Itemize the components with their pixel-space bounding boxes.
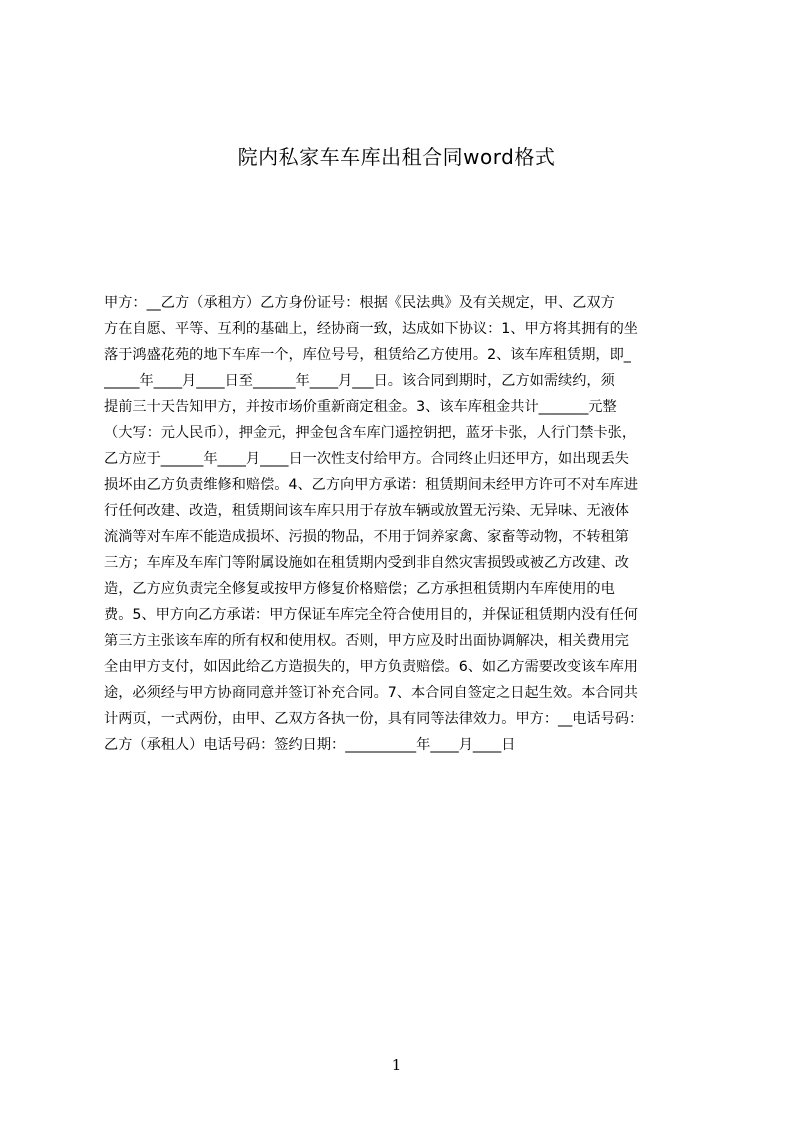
body-line: 三方；车库及车库门等附属设施如在租赁期内受到非自然灾害损毁或被乙方改建、改 <box>104 555 629 571</box>
body-line: 费。5、甲方向乙方承诺：甲方保证车库完全符合使用目的，并保证租赁期内没有任何 <box>104 607 638 623</box>
contract-body <box>104 290 698 758</box>
body-line: 行任何改建、改造，租赁期间该车库只用于存放车辆或放置无污染、无异味、无液体 <box>104 503 629 519</box>
body-line: 方在自愿、平等、互利的基础上，经协商一致，达成如下协议：1、甲方将其拥有的坐 <box>104 321 638 337</box>
body-line: 途，必须经与甲方协商同意并签订补充合同。7、本合同自签定之日起生效。本合同共 <box>104 685 638 701</box>
body-line: 流淌等对车库不能造成损坏、污损的物品，不用于饲养家禽、家畜等动物，不转租第 <box>104 529 629 545</box>
body-line: （大写：元人民币），押金元，押金包含车库门遥控钥把，蓝牙卡张，人行门禁卡张， <box>104 425 637 441</box>
body-line: 造，乙方应负责完全修复或按甲方修复价格赔偿；乙方承担租赁期内车库使用的电 <box>104 581 615 597</box>
body-line: 计两页，一式两份，由甲、乙双方各执一份，具有同等法律效力。甲方：__电话号码： <box>104 711 644 727</box>
body-line: 甲方：__乙方（承租方）乙方身份证号：根据《民法典》及有关规定，甲、乙双方 <box>104 295 615 311</box>
body-line: 乙方应于______年____月____日一次性支付给甲方。合同终止归还甲方，如出现丢失 <box>104 451 629 467</box>
document-title: 院内私家车车库出租合同word格式 <box>237 145 556 169</box>
body-line: 第三方主张该车库的所有权和使用权。否则，甲方应及时出面协调解决，相关费用完 <box>104 633 629 649</box>
body-line: 全由甲方支付，如因此给乙方造损失的，甲方负责赔偿。6、如乙方需要改变该车库用 <box>104 659 638 675</box>
page-number: 1 <box>391 1056 402 1074</box>
body-line: 损坏由乙方负责维修和赔偿。4、乙方向甲方承诺：租赁期间未经甲方许可不对车库进 <box>104 477 638 493</box>
body-line: _____年____月____日至______年____月___日。该合同到期时，乙方如需续约，须 <box>104 373 615 389</box>
body-line: 落于鸿盛花苑的地下车库一个，库位号号，租赁给乙方使用。2、该车库租赁期，即_ <box>104 347 631 363</box>
body-line: 提前三十天告知甲方，并按市场价重新商定租金。3、该车库租金共计_______元整 <box>104 399 617 415</box>
body-line: 乙方（承租人）电话号码：签约日期：__________年____月____日 <box>104 737 516 753</box>
